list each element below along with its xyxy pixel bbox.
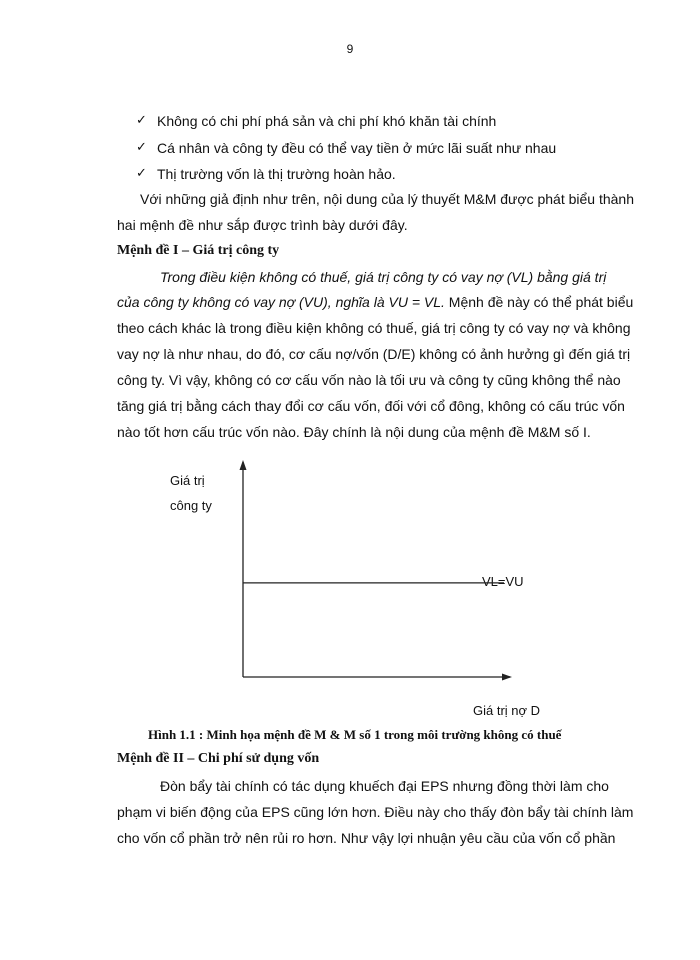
x-axis-arrow-icon	[502, 674, 512, 681]
series-label: VL=VU	[482, 574, 524, 589]
proposition-1-heading: Mệnh đề I – Giá trị công ty	[117, 243, 280, 258]
paragraph-line: phạm vi biến động của EPS cũng lớn hơn. Điều này cho thấy đòn bẩy tài chính làm	[117, 804, 634, 820]
checkmark-icon: ✓	[136, 113, 147, 128]
intro-line: Với những giả định như trên, nội dung của lý thuyết M&M được phát biểu thành	[140, 191, 634, 207]
y-axis-arrow-icon	[240, 460, 247, 470]
paragraph-line: công ty. Vì vậy, không có cơ cấu vốn nào là tối ưu và công ty cũng không thể nào	[117, 372, 621, 388]
y-axis-label-line1: Giá trị	[170, 473, 205, 488]
figure-caption: Hình 1.1 : Minh họa mệnh đề M & M số 1 trong môi trường không có thuế	[148, 727, 562, 742]
proposition-1-statement: Trong điều kiện không có thuế, giá trị công ty có vay nợ (VL) bằng giá trị	[160, 269, 607, 285]
x-axis-label: Giá trị nợ D	[473, 703, 541, 718]
paragraph-line: cho vốn cổ phần trở nên rủi ro hơn. Như vậy lợi nhuận yêu cầu của vốn cổ phần	[117, 830, 616, 846]
checkmark-icon: ✓	[136, 166, 147, 181]
y-axis-label-line2: công ty	[170, 498, 212, 513]
paragraph-line: Đòn bẩy tài chính có tác dụng khuếch đại EPS nhưng đồng thời làm cho	[160, 778, 609, 794]
paragraph-line: theo cách khác là trong điều kiện không có thuế, giá trị công ty có vay nợ và không	[117, 320, 631, 336]
bullet-text: Cá nhân và công ty đều có thể vay tiền ở mức lãi suất như nhau	[157, 140, 557, 156]
intro-line: hai mệnh đề như sắp được trình bày dưới đây.	[117, 217, 408, 233]
page-number: 9	[346, 42, 354, 56]
paragraph-line: nào tốt hơn cấu trúc vốn nào. Đây chính là nội dung của mệnh đề M&M số I.	[117, 424, 591, 440]
bullet-text: Thị trường vốn là thị trường hoàn hảo.	[157, 166, 396, 182]
bullet-text: Không có chi phí phá sản và chi phí khó khăn tài chính	[157, 113, 497, 129]
proposition-1-rest: Mệnh đề này có thể phát biểu	[444, 294, 634, 310]
checkmark-icon: ✓	[136, 140, 147, 155]
proposition-2-heading: Mệnh đề II – Chi phí sử dụng vốn	[117, 751, 320, 766]
paragraph-line: tăng giá trị bằng cách thay đổi cơ cấu vốn, đối với cổ đông, không có cấu trúc vốn	[117, 398, 625, 414]
proposition-1-italic: của công ty không có vay nợ (VU), nghĩa là VU = VL.	[117, 294, 445, 310]
paragraph-line: vay nợ là như nhau, do đó, cơ cấu nợ/vốn (D/E) không có ảnh hưởng gì đến giá trị	[117, 346, 631, 362]
